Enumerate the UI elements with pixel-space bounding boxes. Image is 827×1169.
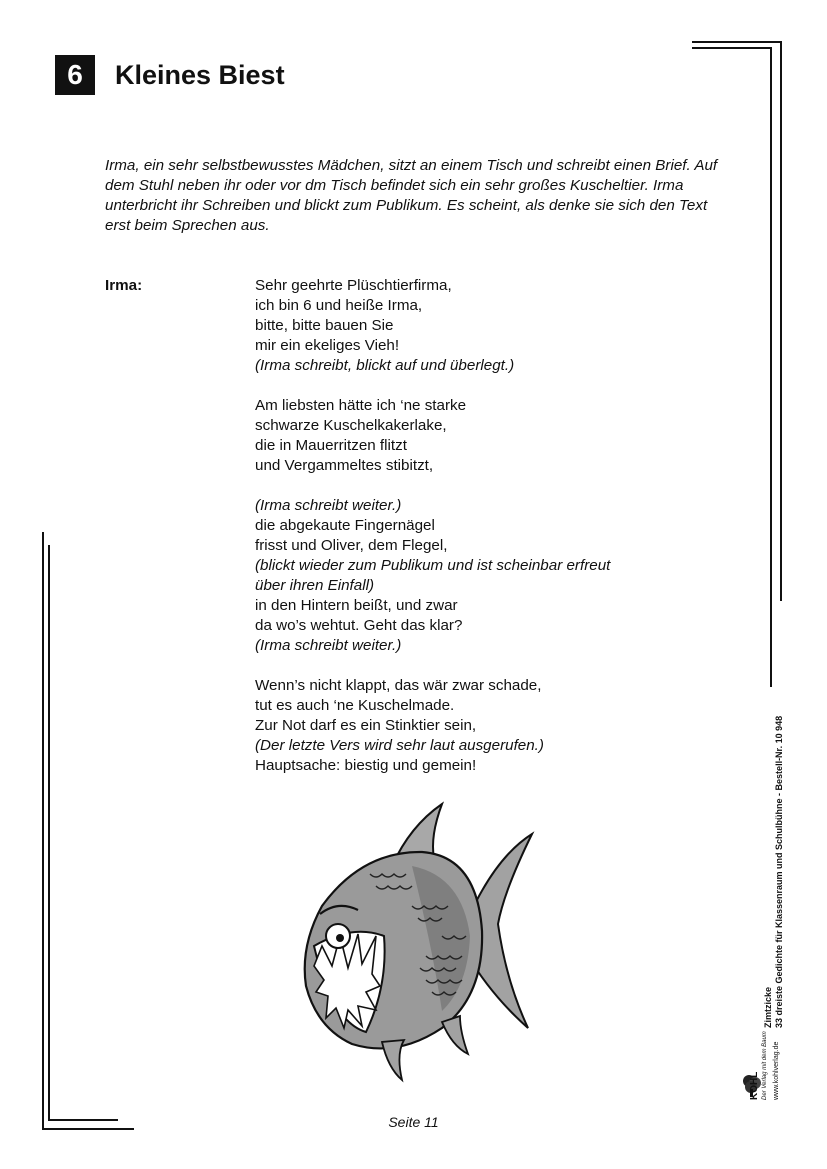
stage-direction-intro: Irma, ein sehr selbstbewusstes Mädchen, sitzt an einem Tisch und schreibt einen Brief. Auf dem Stuhl neben ihr oder vor dm Tisch befindet sich ein sehr großes Kuscheltier. Irma unterbricht ihr Schreiben und blickt zum Publikum. Es scheint, als denke sie sich den Text erst beim Sprechen aus.: [105, 157, 718, 234]
chapter-title: Kleines Biest: [115, 60, 285, 90]
poem-stanza: [255, 276, 695, 376]
publisher-tagline: Der Verlag mit dem Baum: [762, 1031, 768, 1100]
book-info: [763, 716, 785, 1028]
poem-line: und Vergammeltes stibitzt,: [255, 457, 434, 474]
poem: [255, 276, 695, 796]
poem-stanza: [255, 496, 695, 656]
speaker-label: Irma:: [105, 277, 143, 294]
publisher-sidebar: [749, 660, 797, 1100]
book-subtitle: 33 dreiste Gedichte für Klassenraum und Schulbühne - Bestell-Nr. 10 948: [774, 715, 784, 1028]
stage-direction: über ihren Einfall): [255, 577, 375, 594]
poem-stanza: [255, 396, 695, 476]
book-title: Zimtzicke: [763, 986, 773, 1028]
poem-line: ich bin 6 und heiße Irma,: [255, 297, 423, 314]
frame-line-top-inner: [692, 47, 772, 49]
poem-line: in den Hintern beißt, und zwar: [255, 597, 458, 614]
frame-line-top: [692, 41, 782, 43]
poem-line: schwarze Kuschelkakerlake,: [255, 417, 447, 434]
stage-direction: (Der letzte Vers wird sehr laut ausgerufen.): [255, 737, 544, 754]
poem-line: die abgekaute Fingernägel: [255, 517, 435, 534]
stage-direction: (Irma schreibt weiter.): [255, 497, 402, 514]
poem-line: Sehr geehrte Plüschtierfirma,: [255, 277, 452, 294]
poem-line: da wo’s wehtut. Geht das klar?: [255, 617, 463, 634]
frame-line-left: [42, 532, 44, 1130]
poem-line: mir ein ekeliges Vieh!: [255, 337, 400, 354]
poem-line: Hauptsache: biestig und gemein!: [255, 757, 477, 774]
stage-direction: (Irma schreibt, blickt auf und überlegt.): [255, 357, 515, 374]
stage-direction: (Irma schreibt weiter.): [255, 637, 402, 654]
poem-line: tut es auch ‘ne Kuschelmade.: [255, 697, 455, 714]
frame-line-left-inner: [48, 545, 50, 1120]
poem-line: frisst und Oliver, dem Flegel,: [255, 537, 448, 554]
publisher-name: KOHL: [749, 1071, 760, 1100]
poem-line: Am liebsten hätte ich ‘ne starke: [255, 397, 467, 414]
frame-line-right-inner: [770, 47, 772, 687]
frame-line-right: [780, 41, 782, 601]
poem-line: Zur Not darf es ein Stinktier sein,: [255, 717, 477, 734]
poem-line: bitte, bitte bauen Sie: [255, 317, 394, 334]
page-number: Seite 11: [388, 1114, 439, 1130]
poem-line: die in Mauerritzen flitzt: [255, 437, 407, 454]
chapter-number: 6: [55, 55, 95, 95]
poem-stanza: [255, 676, 695, 776]
fish-illustration: [292, 796, 538, 1090]
poem-line: Wenn’s nicht klappt, das wär zwar schade,: [255, 677, 542, 694]
stage-direction: (blickt wieder zum Publikum und ist scheinbar erfreut: [255, 557, 611, 574]
publisher-url: www.kohlverlag.de: [773, 1041, 780, 1100]
